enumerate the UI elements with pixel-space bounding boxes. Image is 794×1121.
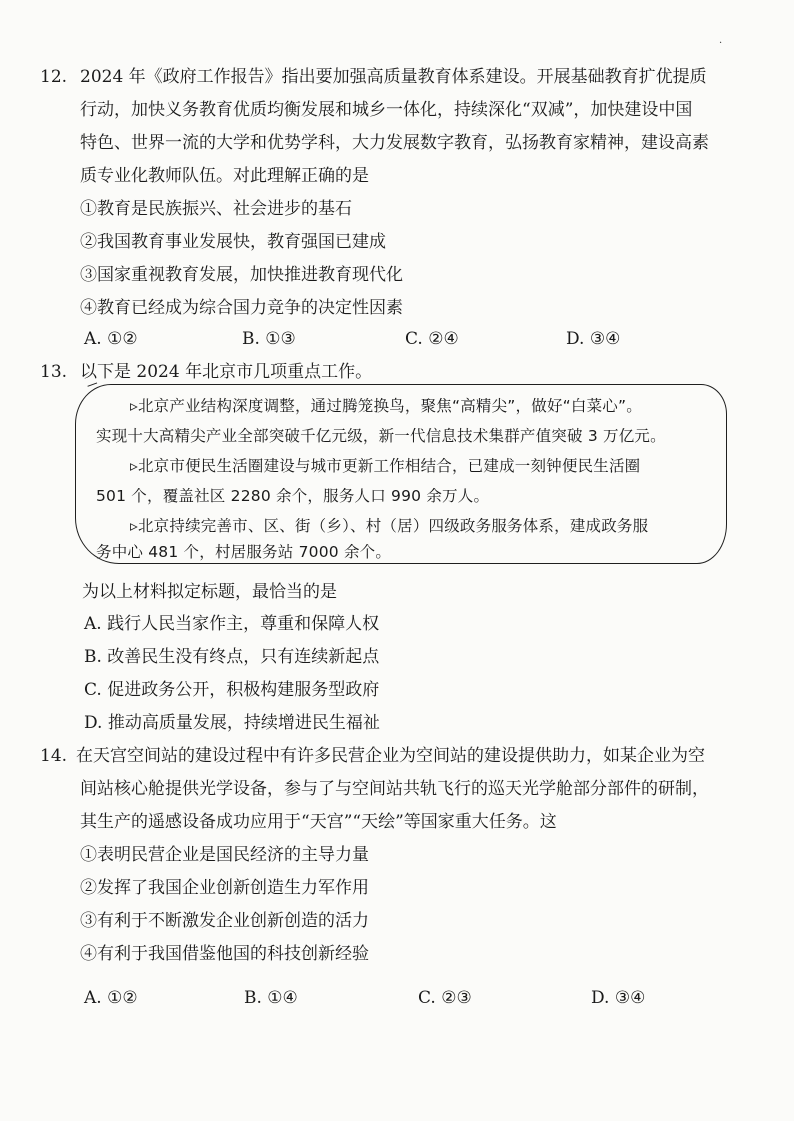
statement-4: ④教育已经成为综合国力竞争的决定性因素 xyxy=(80,298,403,318)
statement-1: ①教育是民族振兴、社会进步的基石 xyxy=(80,199,352,219)
question-text-line: 在天宫空间站的建设过程中有许多民营企业为空间站的建设提供助力，如某企业为空 xyxy=(76,746,705,766)
question-text-line: 其生产的遥感设备成功应用于“天宫”“天绘”等国家重大任务。这 xyxy=(80,812,557,832)
question-number: 14. xyxy=(40,746,68,766)
material-line: 务中心 481 个，村居服务站 7000 余个。 xyxy=(96,543,392,561)
question-text-line: 特色、世界一流的大学和优势学科，大力发展数字教育，弘扬教育家精神，建设高素 xyxy=(80,133,709,153)
question-number: 13. xyxy=(40,362,68,382)
option-a[interactable]: A. ①② xyxy=(84,329,138,349)
option-a[interactable]: A. 践行人民当家作主，尊重和保障人权 xyxy=(84,614,380,634)
option-c[interactable]: C. ②③ xyxy=(418,988,472,1008)
material-line: ▹北京持续完善市、区、街（乡）、村（居）四级政务服务体系，建成政务服 xyxy=(130,517,649,535)
statement-3: ③国家重视教育发展，加快推进教育现代化 xyxy=(80,265,403,285)
question-text-line: 质专业化教师队伍。对此理解正确的是 xyxy=(80,166,369,186)
material-line: ▹北京产业结构深度调整，通过腾笼换鸟，聚焦“高精尖”，做好“白菜心”。 xyxy=(130,397,642,415)
question-intro: 以下是 2024 年北京市几项重点工作。 xyxy=(80,362,373,382)
question-prompt: 为以上材料拟定标题，最恰当的是 xyxy=(82,582,337,602)
option-c[interactable]: C. ②④ xyxy=(405,329,459,349)
option-b[interactable]: B. ①③ xyxy=(242,329,296,349)
statement-3: ③有利于不断激发企业创新创造的活力 xyxy=(80,911,369,931)
option-a[interactable]: A. ①② xyxy=(84,988,138,1008)
question-text-line: 行动，加快义务教育优质均衡发展和城乡一体化，持续深化“双减”，加快建设中国 xyxy=(80,100,693,120)
statement-2: ②我国教育事业发展快，教育强国已建成 xyxy=(80,232,386,252)
statement-4: ④有利于我国借鉴他国的科技创新经验 xyxy=(80,944,369,964)
material-line: ▹北京市便民生活圈建设与城市更新工作相结合，已建成一刻钟便民生活圈 xyxy=(130,457,641,475)
option-d[interactable]: D. ③④ xyxy=(591,988,646,1008)
option-c[interactable]: C. 促进政务公开，积极构建服务型政府 xyxy=(84,680,380,700)
question-text-line: 间站核心舱提供光学设备，参与了与空间站共轨飞行的巡天光学舱部分部件的研制， xyxy=(80,779,709,799)
option-b[interactable]: B. 改善民生没有终点，只有连续新起点 xyxy=(84,647,380,667)
statement-1: ①表明民营企业是国民经济的主导力量 xyxy=(80,845,369,865)
scan-mark: · xyxy=(719,38,723,49)
option-d[interactable]: D. 推动高质量发展，持续增进民生福祉 xyxy=(84,713,380,733)
option-b[interactable]: B. ①④ xyxy=(244,988,298,1008)
material-line: 501 个，覆盖社区 2280 余个，服务人口 990 余万人。 xyxy=(96,487,490,505)
option-d[interactable]: D. ③④ xyxy=(566,329,621,349)
question-text-line: 2024 年《政府工作报告》指出要加强高质量教育体系建设。开展基础教育扩优提质 xyxy=(80,67,707,87)
material-line: 实现十大高精尖产业全部突破千亿元级，新一代信息技术集群产值突破 3 万亿元。 xyxy=(96,427,666,445)
statement-2: ②发挥了我国企业创新创造生力军作用 xyxy=(80,878,369,898)
question-number: 12. xyxy=(40,67,68,87)
